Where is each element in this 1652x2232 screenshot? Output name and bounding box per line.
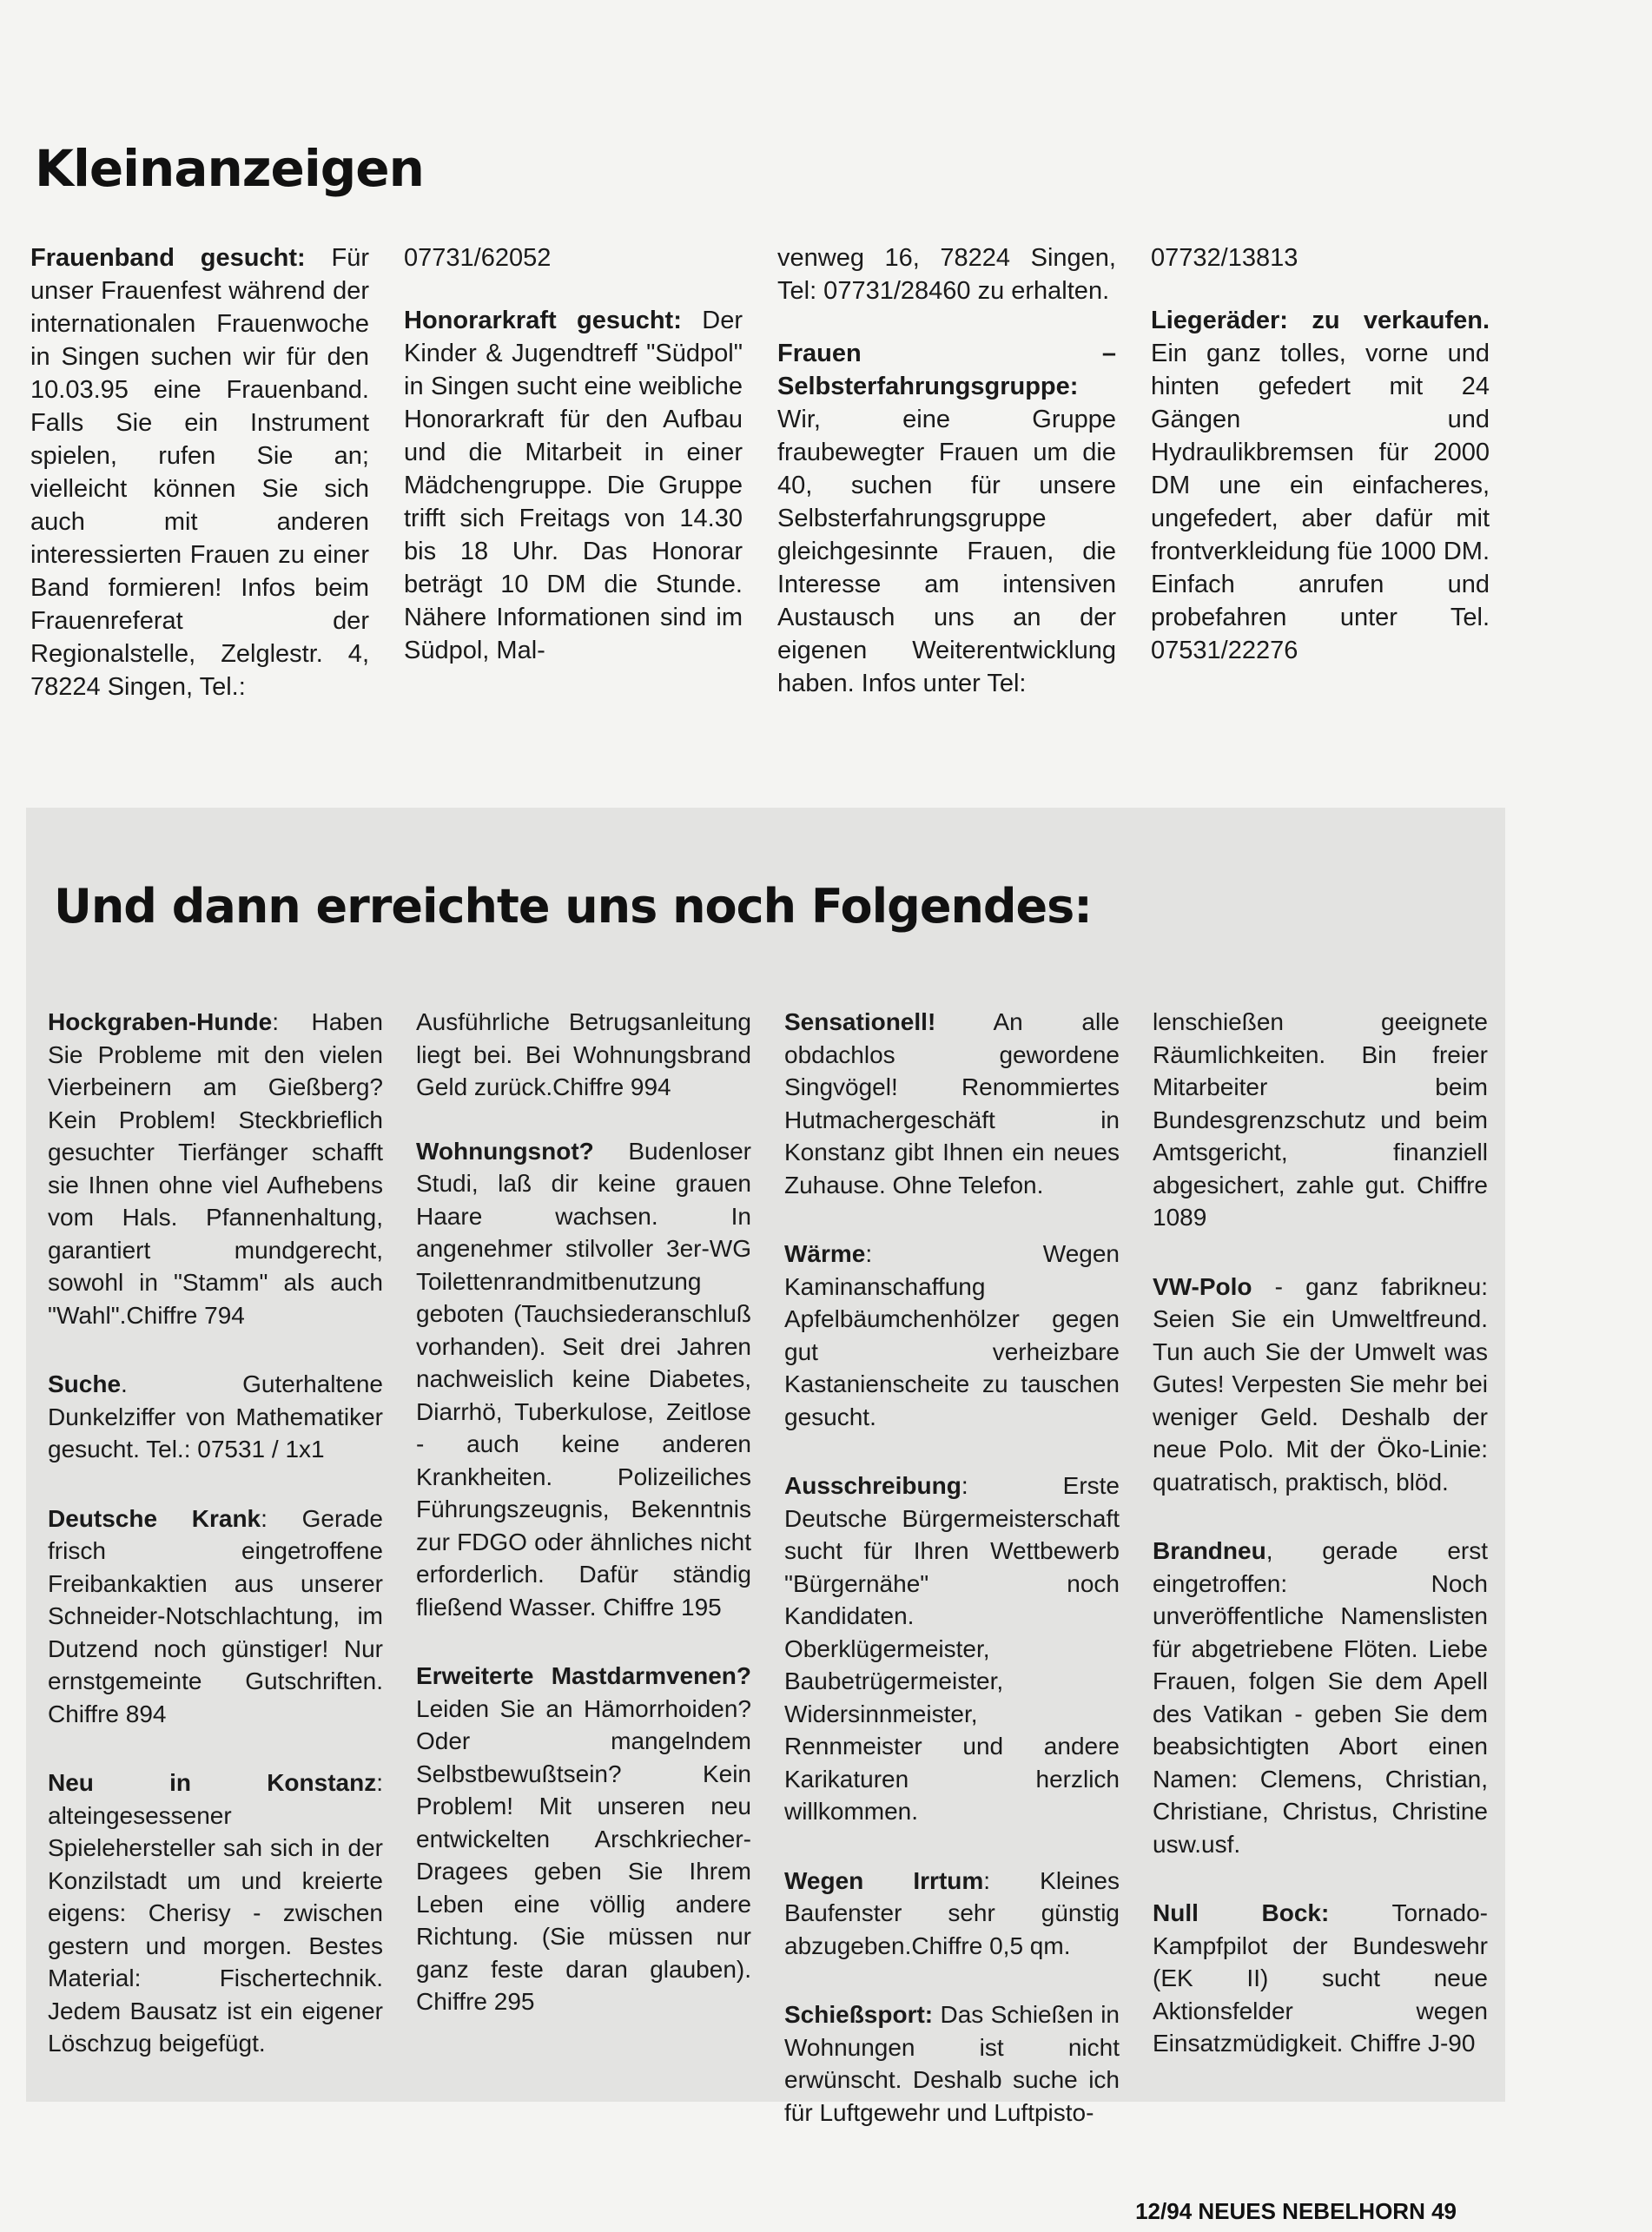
ad-text: 07732/13813	[1151, 244, 1298, 272]
ad-title: VW-Polo	[1153, 1272, 1252, 1300]
ad-title: Brandneu	[1153, 1537, 1266, 1564]
section-heading-kleinanzeigen: Kleinanzeigen	[35, 139, 424, 198]
ad-title: Wärme	[784, 1240, 866, 1267]
ad-paragraph	[784, 1865, 1120, 1963]
ad-paragraph	[48, 1766, 383, 2060]
ad-text: : Haben Sie Probleme mit den vielen Vierbeinern am Gießberg? Kein Problem! Steckbrieflich gesuchter Tierfänger schafft sie Ihnen ohne viel Aufhebens vom Hals. Pfannenhaltung, garantiert mundgerecht, sowohl in "Stamm" als auch "Wahl".Chiffre 794	[48, 1008, 383, 1329]
ad-paragraph	[784, 1006, 1120, 1201]
column-4	[1151, 241, 1490, 733]
ad-title: Frauen – Selbsterfahrungsgruppe:	[777, 340, 1116, 400]
section-heading-folgendes: Und dann erreichte uns noch Folgendes:	[54, 879, 1092, 934]
ad-paragraph	[30, 241, 369, 703]
ad-paragraph	[784, 1238, 1120, 1433]
ad-text: Für unser Frauenfest während der internationalen Frauenwoche in Singen suchen wir für den 10.03.95 eine Frauenband. Falls Sie ein Instrument spielen, rufen Sie an; vielleicht können Sie sich auch mit anderen interessierten Frauen zu einer Band formieren! Infos beim Frauenreferat der Regionalstelle, Zelglestr. 4, 78224 Singen, Tel.:	[30, 244, 370, 701]
column-2	[404, 241, 743, 733]
column-1	[48, 1006, 383, 2165]
ad-text: 07731/62052	[404, 244, 552, 272]
ad-text: venweg 16, 78224 Singen, Tel: 07731/28460 zu erhalten.	[777, 244, 1116, 305]
ad-text: , gerade erst eingetroffen: Noch unveröffentliche Namenslisten für abgetriebene Flöten. Liebe Frauen, folgen Sie dem Apell des Vatikan - geben Sie dem beabsichtigten Abort einen Namen: Clemens, Christian, Christiane, Christus, Christine usw.usf.	[1153, 1537, 1488, 1858]
ad-paragraph	[784, 1469, 1120, 1828]
ad-title: Erweiterte Mastdarmvenen?	[416, 1662, 751, 1689]
ad-text: Leiden Sie an Hämorrhoiden? Oder mangelndem Selbstbewußtsein? Kein Problem! Mit unseren neu entwickelten Arschkriecher-Dragees geben Sie Ihrem Leben eine völlig andere Richtung. (Sie müssen nur ganz feste daran glauben). Chiffre 295	[416, 1694, 751, 2015]
ad-paragraph	[416, 1006, 751, 1104]
ad-paragraph	[1153, 1535, 1488, 1860]
ad-title: Null Bock:	[1153, 1899, 1330, 1926]
column-4	[1153, 1006, 1488, 2165]
ad-paragraph	[404, 241, 743, 274]
column-2	[416, 1006, 751, 2165]
ad-title: Wohnungsnot?	[416, 1137, 594, 1165]
ad-title: Liegeräder: zu verkaufen.	[1151, 307, 1490, 334]
ad-title: Ausschreibung	[784, 1472, 961, 1499]
ad-paragraph	[48, 1006, 383, 1331]
ad-title: Hockgraben-Hunde	[48, 1008, 273, 1035]
ad-title: Schießsport:	[784, 2001, 934, 2028]
ad-title: Neu in Konstanz	[48, 1769, 377, 1796]
column-1	[30, 241, 369, 733]
ad-title: Suche	[48, 1370, 122, 1397]
ad-paragraph	[784, 1998, 1120, 2129]
ad-paragraph	[1151, 304, 1490, 667]
ad-paragraph	[404, 304, 743, 667]
column-3	[777, 241, 1116, 733]
ad-paragraph	[48, 1368, 383, 1466]
classifieds-columns	[30, 241, 1490, 733]
ad-paragraph	[1153, 1006, 1488, 1234]
ad-text: Ausführliche Betrugsanleitung liegt bei. Bei Wohnungsbrand Geld zurück.Chiffre 994	[416, 1008, 751, 1100]
ad-title: Honorarkraft gesucht:	[404, 307, 682, 334]
ad-paragraph	[777, 337, 1116, 700]
ad-text: : alteingesessener Spielehersteller sah sich in der Konzilstadt um und kreierte eigens: Cherisy - zwischen gestern und morgen. Bestes Material: Fischertechnik. Jedem Bausatz ist ein eigener Löschzug beigefügt.	[48, 1769, 383, 2057]
ad-text: - ganz fabrikneu: Seien Sie ein Umweltfreund. Tun auch Sie der Umwelt was Gutes! Verpesten Sie mehr bei weniger Geld. Deshalb der neue Polo. Mit der Öko-Linie: quatratisch, praktisch, blöd.	[1153, 1272, 1488, 1496]
ad-paragraph	[777, 241, 1116, 307]
ad-title: Frauenband gesucht:	[30, 244, 306, 272]
ad-paragraph	[416, 1660, 751, 2018]
ad-text: An alle obdachlos gewordene Singvögel! Renommiertes Hutmachergeschäft in Konstanz gibt Ihnen ein neues Zuhause. Ohne Telefon.	[784, 1008, 1120, 1199]
ad-text: . Guterhaltene Dunkelziffer von Mathematiker gesucht. Tel.: 07531 / 1x1	[48, 1370, 383, 1463]
ad-text: : Gerade frisch eingetroffene Freibankaktien aus unserer Schneider-Notschlachtung, im Dutzend noch günstiger! Nur ernstgemeinte Gutschriften. Chiffre 894	[48, 1504, 384, 1727]
ad-paragraph	[48, 1502, 383, 1731]
ad-text: Das Schießen in Wohnungen ist nicht erwünscht. Deshalb suche ich für Luftgewehr und Luftpisto-	[784, 2001, 1120, 2126]
ad-paragraph	[1153, 1897, 1488, 2060]
column-3	[784, 1006, 1120, 2165]
ad-text: Ein ganz tolles, vorne und hinten gefedert mit 24 Gängen und Hydraulikbremsen für 2000 DM une ein einfacheres, ungefedert, aber dafür mit frontverkleidung füe 1000 DM. Einfach anrufen und probefahren unter Tel. 07531/22276	[1151, 340, 1490, 664]
ad-title: Deutsche Krank	[48, 1504, 261, 1532]
ad-text: Tornado-Kampfpilot der Bundeswehr (EK II) sucht neue Aktionsfelder wegen Einsatzmüdigkeit. Chiffre J-90	[1153, 1899, 1488, 2057]
page-footer: 12/94 NEUES NEBELHORN 49	[1135, 2198, 1457, 2224]
ad-paragraph	[416, 1135, 751, 1624]
ad-title: Wegen Irrtum	[784, 1866, 984, 1894]
ad-text: lenschießen geeignete Räumlichkeiten. Bin freier Mitarbeiter beim Bundesgrenzschutz und beim Amtsgericht, finanziell abgesichert, zahle gut. Chiffre 1089	[1153, 1008, 1488, 1231]
ad-paragraph	[1153, 1271, 1488, 1499]
ad-text: Wir, eine Gruppe fraubewegter Frauen um die 40, suchen für unsere Selbsterfahrungsgruppe gleichgesinnte Frauen, die Interesse am intensiven Austausch uns an der eigenen Weiterentwicklung haben. Infos unter Tel:	[777, 406, 1116, 697]
ad-text: : Wegen Kaminanschaffung Apfelbäumchenhölzer gegen gut verheizbare Kastanienscheite zu tauschen gesucht.	[784, 1240, 1120, 1430]
ad-paragraph	[1151, 241, 1490, 274]
ad-text: Budenloser Studi, laß dir keine grauen Haare wachsen. In angenehmer stilvoller 3er-WG Toilettenrandmitbenutzung geboten (Tauchsiederanschluß vorhanden). Seit drei Jahren nachweislich keine Diabetes, Diarrhö, Tuberkulose, Zeitlose - auch keine anderen Krankheiten. Polizeiliches Führungszeugnis, Bekenntnis zur FDGO oder ähnliches nicht erforderlich. Dafür ständig fließend Wasser. Chiffre 195	[416, 1137, 751, 1621]
ad-text: : Erste Deutsche Bürgermeisterschaft sucht für Ihren Wettbewerb "Bürgernähe" noch Kandidaten. Oberklügermeister, Baubetrügermeister, Widersinnmeister, Rennmeister und andere Karikaturen herzlich willkommen.	[784, 1472, 1120, 1825]
ad-title: Sensationell!	[784, 1008, 936, 1035]
satire-ads-columns	[48, 1006, 1490, 2165]
ad-text: Der Kinder & Jugendtreff "Südpol" in Singen sucht eine weibliche Honorarkraft für den Aufbau und die Mitarbeit in einer Mädchengruppe. Die Gruppe trifft sich Freitags von 14.30 bis 18 Uhr. Das Honorar beträgt 10 DM die Stunde. Nähere Informationen sind im Südpol, Mal-	[404, 307, 743, 664]
ad-text: : Kleines Baufenster sehr günstig abzugeben.Chiffre 0,5 qm.	[784, 1866, 1120, 1959]
